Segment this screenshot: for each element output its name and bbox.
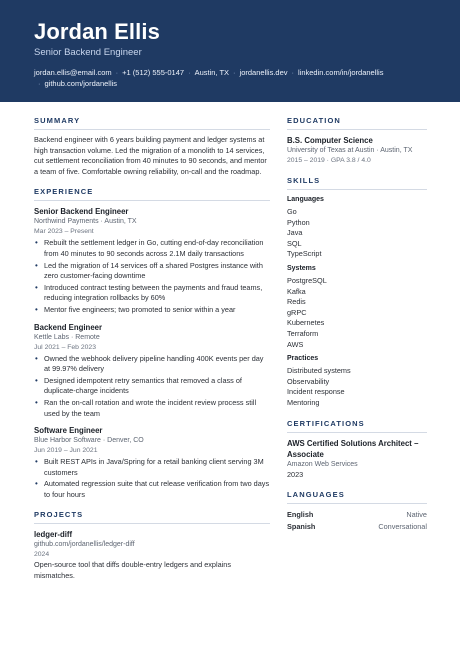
certification-year: 2023 <box>287 469 304 479</box>
job-bullet: • Led the migration of 14 services off a shared Postgres instance with zero customer-facing downtime <box>34 261 270 282</box>
skill-item: Terraform <box>287 328 319 338</box>
resume-header <box>0 0 460 102</box>
projects-heading: PROJECTS <box>34 510 270 524</box>
skill-item: SQL <box>287 238 302 248</box>
job-dates: Jun 2019 – Jun 2021 <box>34 447 98 455</box>
job-entry <box>34 322 270 420</box>
contact-separator: · <box>38 79 41 88</box>
skill-item: Mentoring <box>287 397 320 407</box>
language-level: Native <box>406 510 427 520</box>
job-bullet: • Ran the on-call rotation and wrote the incident review process still used by the team <box>34 398 270 419</box>
skill-item: Java <box>287 228 303 238</box>
language-name: English <box>287 510 314 520</box>
experience-heading: EXPERIENCE <box>34 187 270 201</box>
contact-phone[interactable]: +1 (512) 555-0147 <box>122 68 185 77</box>
summary-text: Backend engineer with 6 years building payment and ledger systems at high transaction volume. Led the migration of a monolith to 14 services, cut settlement reconciliation from 40 minutes to 90 seconds, and mentor a team of five. Comfortable owning reliability, on-call and the roadmap. <box>34 135 267 176</box>
certifications-section <box>287 419 427 481</box>
job-dates: Mar 2023 – Present <box>34 228 94 236</box>
job-bullet: • Introduced contract testing between the payments and fraud teams, reducing integration rollbacks by 60% <box>34 283 270 304</box>
job-title: Senior Backend Engineer <box>34 207 129 217</box>
job-bullet: • Built REST APIs in Java/Spring for a retail banking client serving 3M customers <box>34 457 270 478</box>
job-bullet: • Mentor five engineers; two promoted to senior within a year <box>34 305 270 316</box>
experience-section <box>34 187 270 500</box>
skill-item: Kubernetes <box>287 318 325 328</box>
contact-separator: · <box>291 68 294 77</box>
job-bullet: • Owned the webhook delivery pipeline handling 400K events per day at 99.97% delivery <box>34 354 270 375</box>
job-bullets <box>34 354 270 420</box>
certifications-heading: CERTIFICATIONS <box>287 419 427 433</box>
job-bullets <box>34 238 270 315</box>
contact-line <box>34 67 426 89</box>
job-company: Blue Harbor Software · Denver, CO <box>34 437 144 445</box>
language-row <box>287 521 427 533</box>
project-year: 2024 <box>34 551 50 559</box>
contact-separator: · <box>233 68 236 77</box>
skill-item: Go <box>287 207 297 216</box>
contact-linkedin[interactable]: linkedin.com/in/jordanellis <box>298 68 384 77</box>
skill-item: PostgreSQL <box>287 275 327 285</box>
main-column <box>34 116 270 582</box>
job-company: Kettle Labs · Remote <box>34 333 100 341</box>
skill-item: AWS <box>287 339 304 349</box>
certification-name: AWS Certified Solutions Architect – Associate <box>287 438 419 459</box>
job-bullet: • Automated regression suite that cut release verification from two days to four hours <box>34 479 270 500</box>
skill-group-title: Languages <box>287 196 324 203</box>
job-bullets <box>34 457 270 500</box>
summary-section <box>34 116 270 177</box>
skill-item: gRPC <box>287 307 307 317</box>
contact-website[interactable]: jordanellis.dev <box>239 68 288 77</box>
job-company: Northwind Payments · Austin, TX <box>34 218 137 226</box>
certification-issuer: Amazon Web Services <box>287 460 358 468</box>
candidate-name: Jordan Ellis <box>34 19 160 44</box>
resume-body <box>0 102 460 582</box>
project-link[interactable]: github.com/jordanellis/ledger-diff <box>34 541 135 549</box>
skill-item: Distributed systems <box>287 366 351 376</box>
languages-heading: LANGUAGES <box>287 490 427 504</box>
summary-heading: SUMMARY <box>34 116 270 130</box>
language-row <box>287 509 427 521</box>
skill-item: Incident response <box>287 387 345 397</box>
skills-heading: SKILLS <box>287 176 427 190</box>
skill-item: Kafka <box>287 286 306 296</box>
language-name: Spanish <box>287 521 316 531</box>
job-dates: Jul 2021 – Feb 2023 <box>34 343 96 351</box>
skill-item: Redis <box>287 297 306 307</box>
contact-location: Austin, TX <box>194 68 230 77</box>
job-entry <box>34 206 270 315</box>
education-heading: EDUCATION <box>287 116 427 130</box>
contact-separator: · <box>188 68 191 77</box>
education-details: 2015 – 2019 · GPA 3.8 / 4.0 <box>287 157 371 164</box>
skill-item: TypeScript <box>287 249 322 259</box>
job-bullet: • Designed idempotent retry semantics that removed a class of duplicate-charge incidents <box>34 376 270 397</box>
skill-item: Observability <box>287 376 330 386</box>
contact-email[interactable]: jordan.ellis@email.com <box>34 68 112 77</box>
languages-section <box>287 490 427 532</box>
project-name: ledger-diff <box>34 530 73 540</box>
project-description: Open-source tool that diffs double-entry ledgers and explains mismatches. <box>34 560 232 581</box>
education-degree: B.S. Computer Science <box>287 136 373 145</box>
job-title: Backend Engineer <box>34 322 103 332</box>
education-school: University of Texas at Austin · Austin, TX <box>287 147 413 154</box>
skill-group-title: Systems <box>287 264 316 272</box>
candidate-title: Senior Backend Engineer <box>34 47 142 58</box>
side-column <box>287 116 427 582</box>
job-title: Software Engineer <box>34 426 103 436</box>
skill-group-title: Practices <box>287 355 319 363</box>
language-level: Conversational <box>378 521 427 531</box>
job-entry <box>34 425 270 500</box>
contact-github[interactable]: github.com/jordanellis <box>44 79 118 88</box>
projects-section <box>34 510 270 581</box>
job-bullet: • Rebuilt the settlement ledger in Go, cutting end-of-day reconciliation from 40 minutes to 90 seconds across 2.1M daily transactions <box>34 238 270 259</box>
skill-item: Python <box>287 217 310 227</box>
skills-section <box>287 176 427 409</box>
education-section <box>287 116 427 166</box>
contact-separator: · <box>115 68 119 77</box>
